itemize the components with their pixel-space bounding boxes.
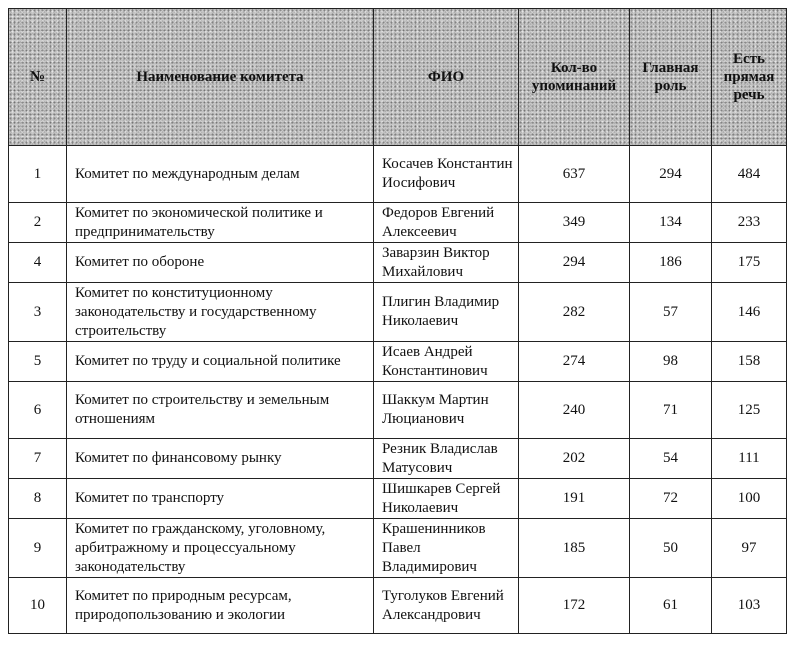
cell-fio: Крашенинников Павел Владимирович — [374, 519, 519, 578]
cell-num: 10 — [9, 578, 67, 634]
table-row — [9, 203, 787, 243]
table-row — [9, 243, 787, 283]
cell-num: 7 — [9, 439, 67, 479]
cell-fio: Шаккум Мартин Люцианович — [374, 382, 519, 439]
cell-direct-speech: 125 — [712, 382, 787, 439]
table-row — [9, 479, 787, 519]
cell-fio: Шишкарев Сергей Николаевич — [374, 479, 519, 519]
cell-num: 4 — [9, 243, 67, 283]
cell-count: 240 — [519, 382, 630, 439]
table-row — [9, 519, 787, 578]
cell-committee: Комитет по транспорту — [67, 479, 374, 519]
cell-count: 294 — [519, 243, 630, 283]
cell-count: 282 — [519, 283, 630, 342]
header-num: № — [9, 9, 67, 146]
cell-count: 191 — [519, 479, 630, 519]
cell-direct-speech: 103 — [712, 578, 787, 634]
table-row — [9, 578, 787, 634]
cell-fio: Федоров Евгений Алексеевич — [374, 203, 519, 243]
header-main-role: Главная роль — [630, 9, 712, 146]
cell-num: 1 — [9, 146, 67, 203]
committee-table — [8, 8, 787, 634]
cell-count: 185 — [519, 519, 630, 578]
cell-main-role: 72 — [630, 479, 712, 519]
table-row — [9, 382, 787, 439]
cell-direct-speech: 158 — [712, 342, 787, 382]
cell-committee: Комитет по обороне — [67, 243, 374, 283]
table-row — [9, 342, 787, 382]
cell-num: 9 — [9, 519, 67, 578]
cell-main-role: 50 — [630, 519, 712, 578]
cell-committee: Комитет по конституционному законодательству и государственному строительству — [67, 283, 374, 342]
cell-main-role: 61 — [630, 578, 712, 634]
header-count: Кол-во упоминаний — [519, 9, 630, 146]
cell-main-role: 98 — [630, 342, 712, 382]
cell-num: 6 — [9, 382, 67, 439]
cell-fio: Резник Владислав Матусович — [374, 439, 519, 479]
cell-committee: Комитет по финансовому рынку — [67, 439, 374, 479]
cell-direct-speech: 111 — [712, 439, 787, 479]
header-fio: ФИО — [374, 9, 519, 146]
cell-fio: Косачев Константин Иосифович — [374, 146, 519, 203]
cell-count: 637 — [519, 146, 630, 203]
table-row — [9, 439, 787, 479]
cell-direct-speech: 97 — [712, 519, 787, 578]
cell-committee: Комитет по международным делам — [67, 146, 374, 203]
header-committee: Наименование комитета — [67, 9, 374, 146]
table-row — [9, 283, 787, 342]
header-row — [9, 9, 787, 146]
cell-count: 349 — [519, 203, 630, 243]
cell-main-role: 71 — [630, 382, 712, 439]
cell-direct-speech: 233 — [712, 203, 787, 243]
cell-direct-speech: 100 — [712, 479, 787, 519]
table-body — [9, 146, 787, 634]
cell-main-role: 134 — [630, 203, 712, 243]
table-row — [9, 146, 787, 203]
cell-committee: Комитет по строительству и земельным отношениям — [67, 382, 374, 439]
cell-fio: Туголуков Евгений Александрович — [374, 578, 519, 634]
header-direct-speech: Есть прямая речь — [712, 9, 787, 146]
cell-main-role: 186 — [630, 243, 712, 283]
cell-committee: Комитет по экономической политике и предпринимательству — [67, 203, 374, 243]
table-header — [9, 9, 787, 146]
cell-num: 5 — [9, 342, 67, 382]
cell-fio: Плигин Владимир Николаевич — [374, 283, 519, 342]
cell-num: 3 — [9, 283, 67, 342]
cell-count: 202 — [519, 439, 630, 479]
cell-fio: Заварзин Виктор Михайлович — [374, 243, 519, 283]
cell-direct-speech: 175 — [712, 243, 787, 283]
cell-num: 8 — [9, 479, 67, 519]
cell-direct-speech: 146 — [712, 283, 787, 342]
cell-committee: Комитет по гражданскому, уголовному, арбитражному и процессуальному законодательству — [67, 519, 374, 578]
cell-main-role: 57 — [630, 283, 712, 342]
cell-num: 2 — [9, 203, 67, 243]
cell-committee: Комитет по труду и социальной политике — [67, 342, 374, 382]
cell-direct-speech: 484 — [712, 146, 787, 203]
cell-fio: Исаев Андрей Константинович — [374, 342, 519, 382]
cell-main-role: 54 — [630, 439, 712, 479]
cell-main-role: 294 — [630, 146, 712, 203]
cell-count: 274 — [519, 342, 630, 382]
cell-committee: Комитет по природным ресурсам, природопользованию и экологии — [67, 578, 374, 634]
cell-count: 172 — [519, 578, 630, 634]
